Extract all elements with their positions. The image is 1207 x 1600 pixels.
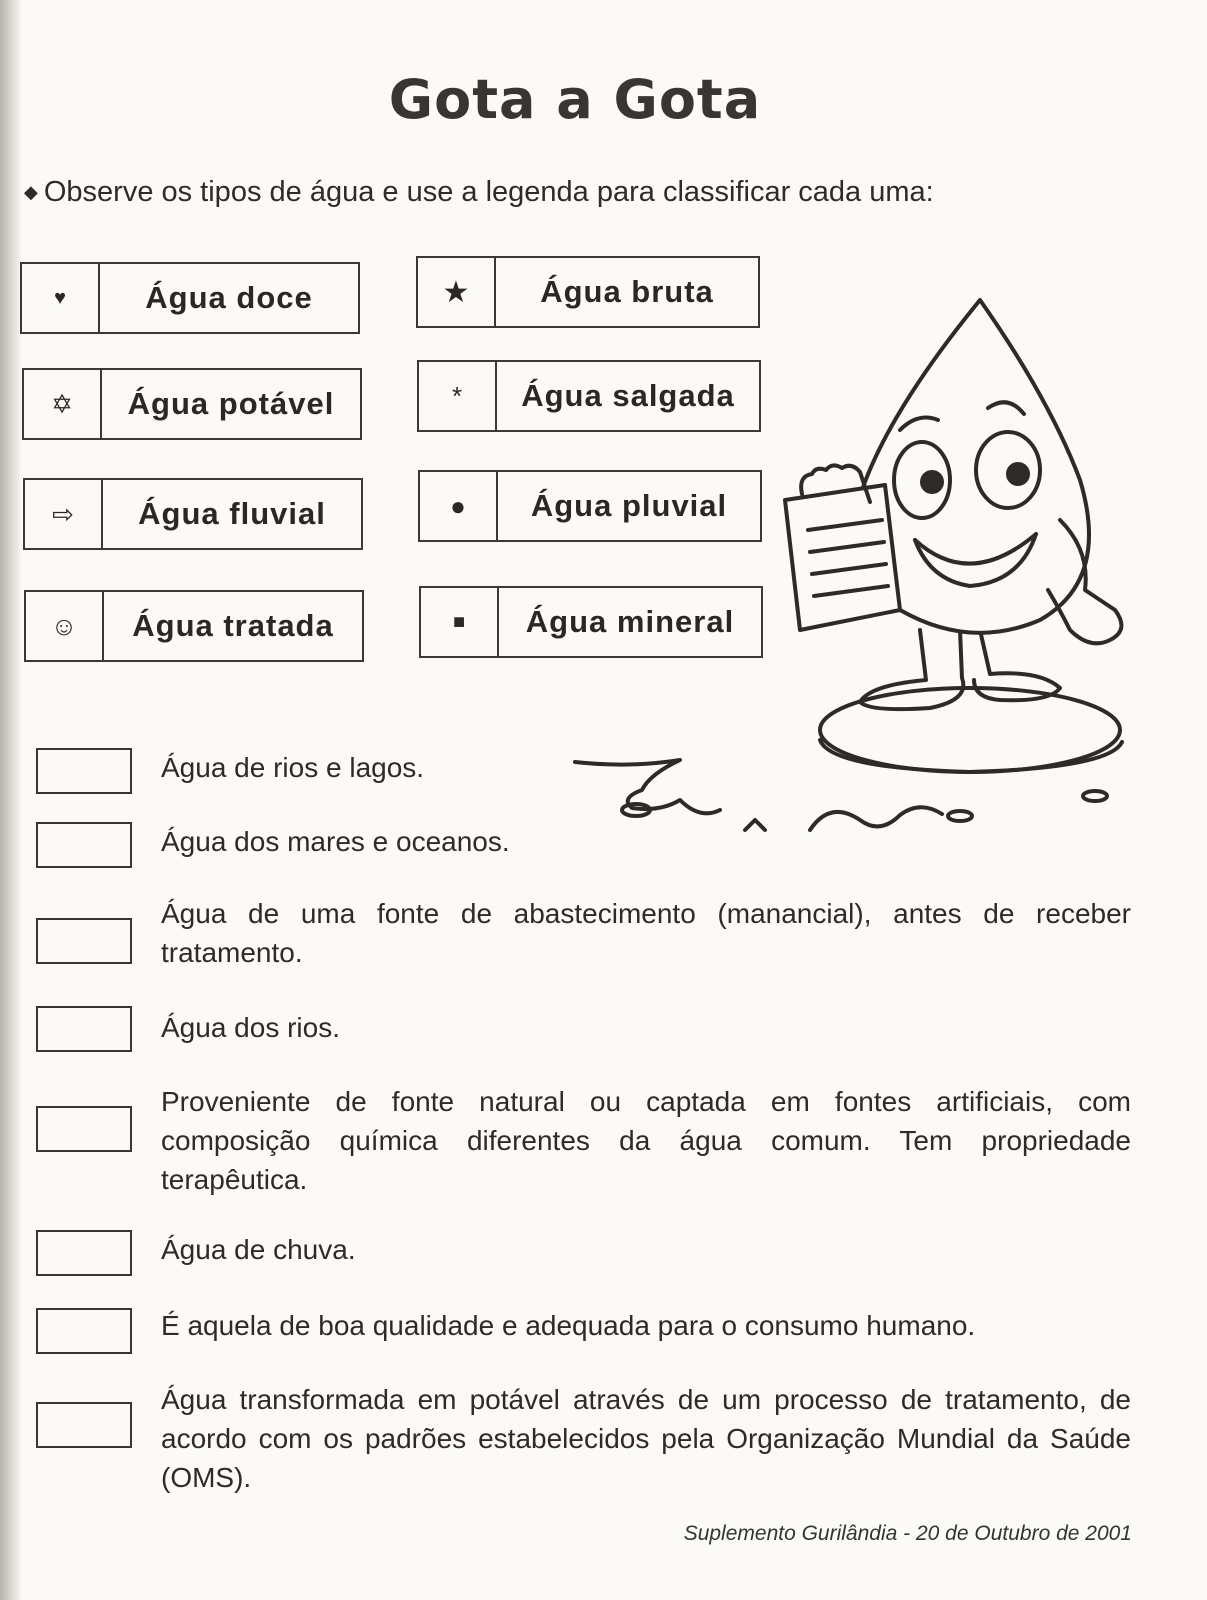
legend-label: Água mineral bbox=[525, 604, 735, 639]
footer-source: Suplemento Gurilândia - 20 de Outubro de 2001 bbox=[683, 1522, 1132, 1545]
question-row bbox=[36, 822, 1156, 868]
question-row bbox=[36, 1230, 1156, 1276]
legend-item-agua-tratada bbox=[24, 590, 364, 662]
legend-label: Água salgada bbox=[521, 378, 735, 413]
question-row bbox=[36, 1308, 1156, 1354]
legend-item-agua-doce bbox=[20, 262, 360, 334]
question-row bbox=[36, 1086, 1156, 1195]
legend-label: Água bruta bbox=[540, 274, 714, 309]
arrow-right-icon: ⇨ bbox=[25, 480, 103, 548]
instruction-text: Observe os tipos de água e use a legenda para classificar cada uma: bbox=[43, 176, 934, 208]
page-binding-shadow bbox=[0, 0, 22, 1600]
legend-label: Água doce bbox=[145, 280, 313, 315]
question-text: Água dos mares e oceanos. bbox=[161, 826, 510, 857]
question-row bbox=[36, 748, 1156, 794]
legend-item-agua-potavel bbox=[22, 368, 362, 440]
answer-box[interactable] bbox=[36, 822, 132, 868]
legend-label: Água tratada bbox=[132, 608, 334, 643]
legend-item-agua-fluvial bbox=[23, 478, 363, 550]
question-row bbox=[36, 1006, 1156, 1052]
answer-box[interactable] bbox=[36, 1402, 132, 1448]
legend-label: Água potável bbox=[127, 386, 335, 421]
star-icon: ★ bbox=[418, 258, 496, 326]
square-icon: ■ bbox=[421, 588, 499, 656]
question-text: Água de rios e lagos. bbox=[161, 752, 425, 783]
star-of-david-icon: ✡ bbox=[24, 370, 102, 438]
answer-box[interactable] bbox=[36, 1230, 132, 1276]
dot-icon: ● bbox=[420, 472, 498, 540]
heart-icon: ♥ bbox=[22, 264, 100, 332]
asterisk-icon: * bbox=[419, 362, 497, 430]
question-text: Água de chuva. bbox=[161, 1234, 356, 1265]
answer-box[interactable] bbox=[36, 748, 132, 794]
instruction-line bbox=[24, 176, 934, 209]
question-text: Proveniente de fonte natural ou captada em fontes artificiais, com composição química diferentes da água comum. Tem propriedade terapêutica. bbox=[161, 1086, 1131, 1195]
answer-box[interactable] bbox=[36, 1106, 132, 1152]
legend-label: Água fluvial bbox=[138, 496, 326, 531]
question-text: Água dos rios. bbox=[161, 1012, 340, 1043]
question-row bbox=[36, 1384, 1156, 1493]
question-text: Água de uma fonte de abastecimento (manancial), antes de receber tratamento. bbox=[161, 898, 1131, 968]
smiley-icon: ☺ bbox=[26, 592, 104, 660]
answer-box[interactable] bbox=[36, 1006, 132, 1052]
question-row bbox=[36, 898, 1156, 968]
page-title: Gota a Gota bbox=[388, 68, 762, 131]
legend-label: Água pluvial bbox=[530, 488, 728, 523]
bullet-icon: ◆ bbox=[24, 182, 38, 202]
question-text: É aquela de boa qualidade e adequada para o consumo humano. bbox=[161, 1310, 976, 1341]
question-text: Água transformada em potável através de um processo de tratamento, de acordo com os padrões estabelecidos pela Organização Mundial da Saúde (OMS). bbox=[161, 1384, 1131, 1493]
answer-box[interactable] bbox=[36, 918, 132, 964]
answer-box[interactable] bbox=[36, 1308, 132, 1354]
